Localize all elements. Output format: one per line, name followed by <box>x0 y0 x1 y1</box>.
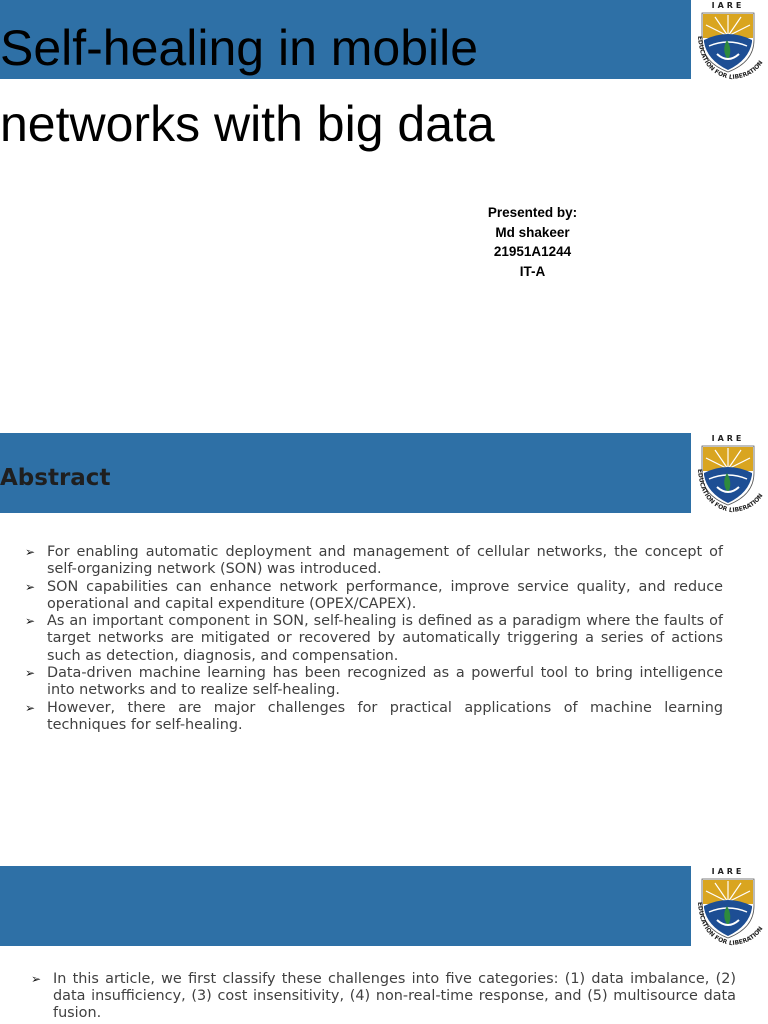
title-slide <box>0 0 768 432</box>
list-item: ➢ In this article, we first classify these challenges into five categories: (1) data imbalance, (2) data insufficiency, (3) cost insensitivity, (4) non-real-time response, and (5) multisource data fusion. <box>31 971 736 1022</box>
iare-emblem-icon <box>691 866 768 946</box>
iare-emblem-icon <box>691 433 768 513</box>
arrow-bullet-icon: ➢ <box>25 545 36 559</box>
abstract-heading: Abstract <box>0 465 111 491</box>
arrow-bullet-icon: ➢ <box>25 700 36 715</box>
arrow-bullet-icon: ➢ <box>25 666 36 681</box>
logo-motto: EDUCATION FOR LIBERATION <box>695 468 765 513</box>
iare-emblem-icon <box>691 0 768 80</box>
list-item: ➢ As an important component in SON, self-healing is defined as a paradigm where the faults of target networks are mitigated or recovered by automatically triggering a series of actions such as detection, diagnosis, and compensation. <box>25 613 723 664</box>
abstract-slide <box>0 432 768 866</box>
presenter-class: IT-A <box>519 264 546 280</box>
title-line-2: networks with big data <box>0 96 495 152</box>
slide-title <box>0 10 495 162</box>
iare-logo <box>691 0 768 80</box>
arrow-bullet-icon: ➢ <box>25 579 36 594</box>
presenter-block <box>470 203 595 282</box>
challenges-band <box>0 866 691 946</box>
list-item: ➢ For enabling automatic deployment and management of cellular networks, the concept of self-organizing network (SON) was introduced. <box>25 544 723 578</box>
list-item: ➢ SON capabilities can enhance network performance, improve service quality, and reduce operational and capital expenditure (OPEX/CAPEX). <box>25 578 723 612</box>
list-item: ➢ Data-driven machine learning has been recognized as a powerful tool to bring intelligence into networks and to realize self-healing. <box>25 665 723 699</box>
logo-motto: EDUCATION FOR LIBERATION <box>695 35 765 80</box>
list-item: ➢ However, there are major challenges for practical applications of machine learning techniques for self-healing. <box>25 699 723 733</box>
presenter-name: Md shakeer <box>495 224 570 240</box>
logo-motto: EDUCATION FOR LIBERATION <box>695 901 765 946</box>
iare-logo <box>691 433 768 513</box>
challenges-slide <box>0 866 768 1024</box>
abstract-bullets <box>25 544 723 734</box>
arrow-bullet-icon: ➢ <box>25 614 36 629</box>
challenges-bullets <box>31 971 736 1023</box>
presenter-roll: 21951A1244 <box>493 244 572 260</box>
arrow-bullet-icon: ➢ <box>31 972 42 986</box>
presenter-label: Presented by: <box>487 205 578 220</box>
iare-logo <box>691 866 768 946</box>
title-line-1: Self-healing in mobile <box>0 20 479 76</box>
